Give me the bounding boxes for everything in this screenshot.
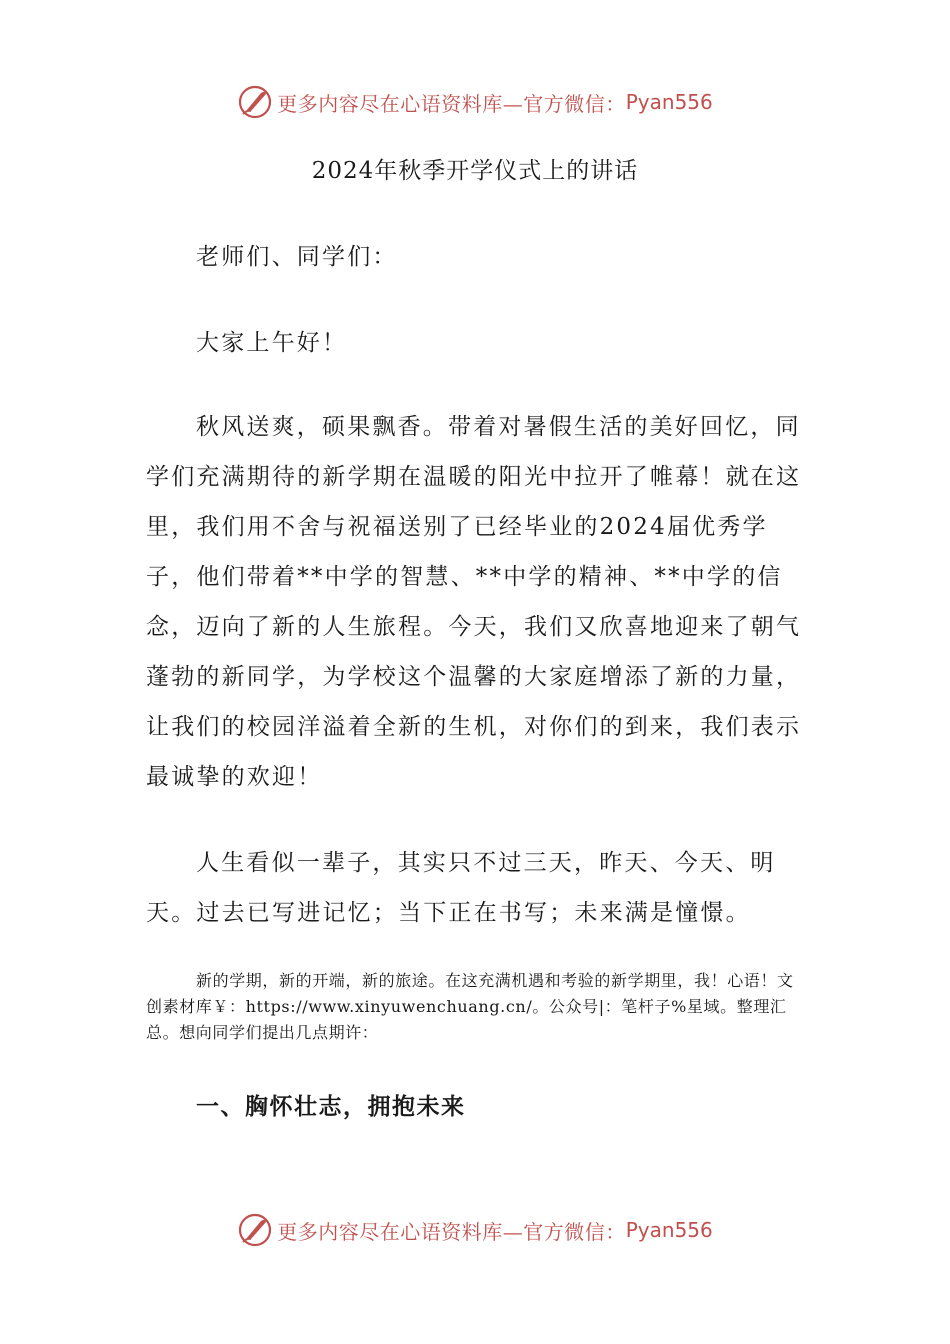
section-heading: 一、胸怀壮志，拥抱未来 [196, 1094, 466, 1120]
greeting-line: 大家上午好！ [196, 330, 348, 356]
greeting-line: 老师们、同学们： [196, 244, 398, 270]
body-paragraph: 秋风送爽，硕果飘香。带着对暑假生活的美好回忆，同学们充满期待的新学期在温暖的阳光中拉开了帷幕！就在这里，我们用不舍与祝福送别了已经毕业的2024届优秀学子，他们带着**中学的智慧、**中学的精神、**中学的信念，迈向了新的人生旅程。今天，我们又欣喜地迎来了朝气蓬勃的新同学，为学校这个温馨的大家庭增添了新的力量，让我们的校园洋溢着全新的生机，对你们的到来，我们表示最诚挚的欢迎！ [146, 414, 802, 790]
watermark-wechat-id: Pyan556 [625, 90, 713, 114]
body-paragraph: 人生看似一辈子，其实只不过三天，昨天、今天、明天。过去已写进记忆；当下正在书写；未来满是憧憬。 [146, 850, 776, 926]
quill-pen-logo-icon [237, 1212, 273, 1248]
quill-pen-logo-icon [237, 84, 273, 120]
watermark-banner-top [0, 80, 950, 124]
watermark-text: 更多内容尽在心语资料库—官方微信： [277, 1219, 626, 1244]
document-title: 2024年秋季开学仪式上的讲话 [311, 158, 639, 184]
watermark-banner-bottom [0, 1208, 950, 1252]
watermark-text: 更多内容尽在心语资料库—官方微信： [277, 91, 626, 116]
small-body-paragraph: 新的学期，新的开端，新的旅途。在这充满机遇和考验的新学期里，我！心语！文创素材库￥：https://www.xinyuwenchuang.cn/。公众号|：笔杆子%星域。整理汇总。想向同学们提出几点期许： [146, 971, 794, 1042]
watermark-wechat-id: Pyan556 [625, 1218, 713, 1242]
